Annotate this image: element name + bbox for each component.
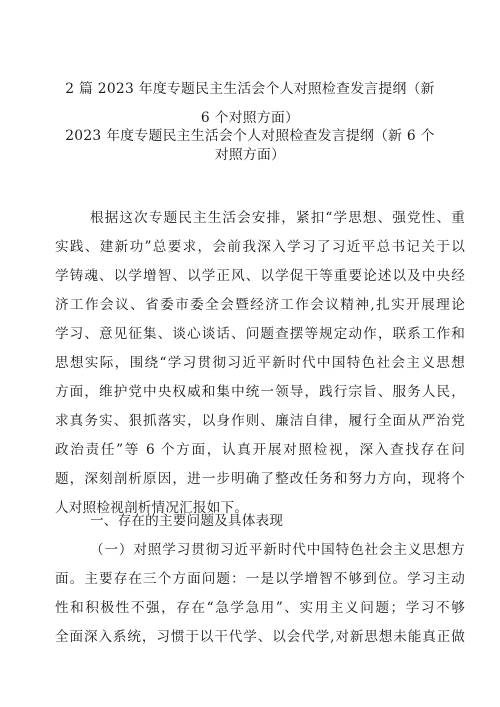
intro-line-4: 济工作会议、省委市委全会暨经济工作会议精神,扎实开展理论 <box>55 297 465 313</box>
title-line-1: 2 篇 2023 年度专题民主生活会个人对照检查发言提纲（新 <box>65 81 435 97</box>
title-line-2: 6 个对照方面） <box>200 110 300 126</box>
title-line-3: 2023 年度专题民主生活会个人对照检查发言提纲（新 6 个 <box>65 128 435 144</box>
intro-line-1: 根据这次专题民主生活会安排，紧扣“学思想、强党性、重 <box>90 210 465 226</box>
intro-line-10: 题，深刻剖析原因，进一步明确了整改任务和努力方向，现将个 <box>55 471 465 487</box>
sub-line-1: （一）对照学习贯彻习近平新时代中国特色社会主义思想方 <box>90 542 465 558</box>
intro-line-11: 人对照检视剖析情况汇报如下。 <box>55 500 249 516</box>
intro-line-7: 方面，维护党中央权威和集中统一领导，践行宗旨、服务人民， <box>55 384 465 400</box>
sub-line-2: 面。主要存在三个方面问题：一是以学增智不够到位。学习主动 <box>55 571 465 587</box>
sub-line-3: 性和积极性不强，存在“急学急用”、实用主义问题；学习不够 <box>55 600 465 616</box>
intro-line-6: 思想实际，围绕“学习贯彻习近平新时代中国特色社会主义思想 <box>55 355 465 371</box>
intro-line-9: 政治责任”等 6 个方面，认真开展对照检视，深入查找存在问 <box>55 442 465 458</box>
intro-line-5: 学习、意见征集、谈心谈话、问题查摆等规定动作，联系工作和 <box>55 326 465 342</box>
intro-line-8: 求真务实、狠抓落实，以身作则、廉洁自律，履行全面从严治党 <box>55 413 465 429</box>
sub-line-4: 全面深入系统，习惯于以干代学、以会代学,对新思想未能真正做 <box>55 629 465 645</box>
intro-line-3: 学铸魂、以学增智、以学正风、以学促干等重要论述以及中央经 <box>55 268 465 284</box>
title-line-4: 对照方面） <box>214 147 286 163</box>
section-heading: 一、存在的主要问题及具体表现 <box>90 513 284 529</box>
intro-line-2: 实践、建新功”总要求，会前我深入学习了习近平总书记关于以 <box>55 239 465 255</box>
